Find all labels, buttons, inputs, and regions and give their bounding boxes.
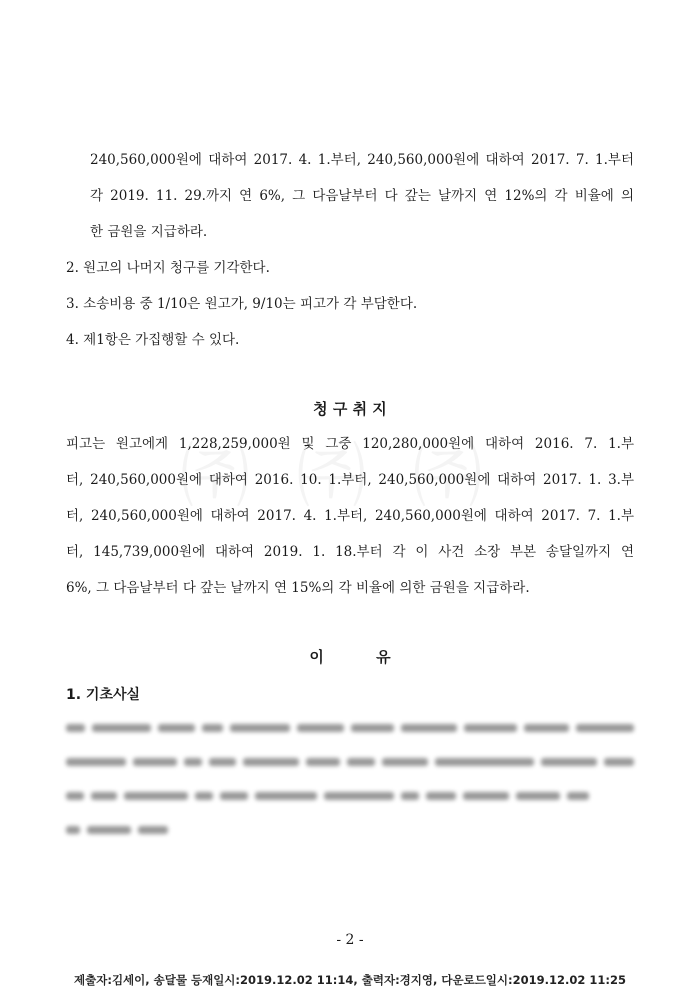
redacted-text-line xyxy=(66,826,176,834)
reasons-title: 이 유 xyxy=(309,648,391,666)
claim-line-4: 터, 145,739,000원에 대하여 2019. 1. 18.부터 각 이 사건 소장 부본 송달일까지 연 xyxy=(66,544,634,560)
claim-line-5: 6%, 그 다음날부터 다 갚는 날까지 연 15%의 각 비율에 의한 금원을 지급하라. xyxy=(66,580,530,596)
download-footer: 제출자:김세이, 송달물 등재일시:2019.12.02 11:14, 출력자:경지영, 다운로드일시:2019.12.02 11:25 xyxy=(74,973,626,987)
redacted-text-line xyxy=(66,758,634,766)
claim-title: 청 구 취 지 xyxy=(313,400,387,418)
page-number: - 2 - xyxy=(336,932,364,948)
order-continuation-line-2: 각 2019. 11. 29.까지 연 6%, 그 다음날부터 다 갚는 날까지 연 12%의 각 비율에 의 xyxy=(90,188,634,204)
claim-line-2: 터, 240,560,000원에 대하여 2016. 10. 1.부터, 240,560,000원에 대하여 2017. 1. 3.부 xyxy=(66,472,634,488)
claim-line-1: 피고는 원고에게 1,228,259,000원 및 그중 120,280,000원에 대하여 2016. 7. 1.부 xyxy=(66,436,634,452)
order-item-4: 4. 제1항은 가집행할 수 있다. xyxy=(66,332,240,348)
order-item-2: 2. 원고의 나머지 청구를 기각한다. xyxy=(66,260,270,276)
order-continuation-line-3: 한 금원을 지급하라. xyxy=(90,224,208,240)
redacted-text-line xyxy=(66,792,634,800)
section-basic-facts: 1. 기초사실 xyxy=(66,687,141,703)
redacted-text-line xyxy=(66,724,634,732)
order-item-3: 3. 소송비용 중 1/10은 원고가, 9/10는 피고가 각 부담한다. xyxy=(66,296,418,312)
claim-line-3: 터, 240,560,000원에 대하여 2017. 4. 1.부터, 240,560,000원에 대하여 2017. 7. 1.부 xyxy=(66,508,634,524)
order-continuation-line-1: 240,560,000원에 대하여 2017. 4. 1.부터, 240,560,000원에 대하여 2017. 7. 1.부터 xyxy=(90,152,634,168)
